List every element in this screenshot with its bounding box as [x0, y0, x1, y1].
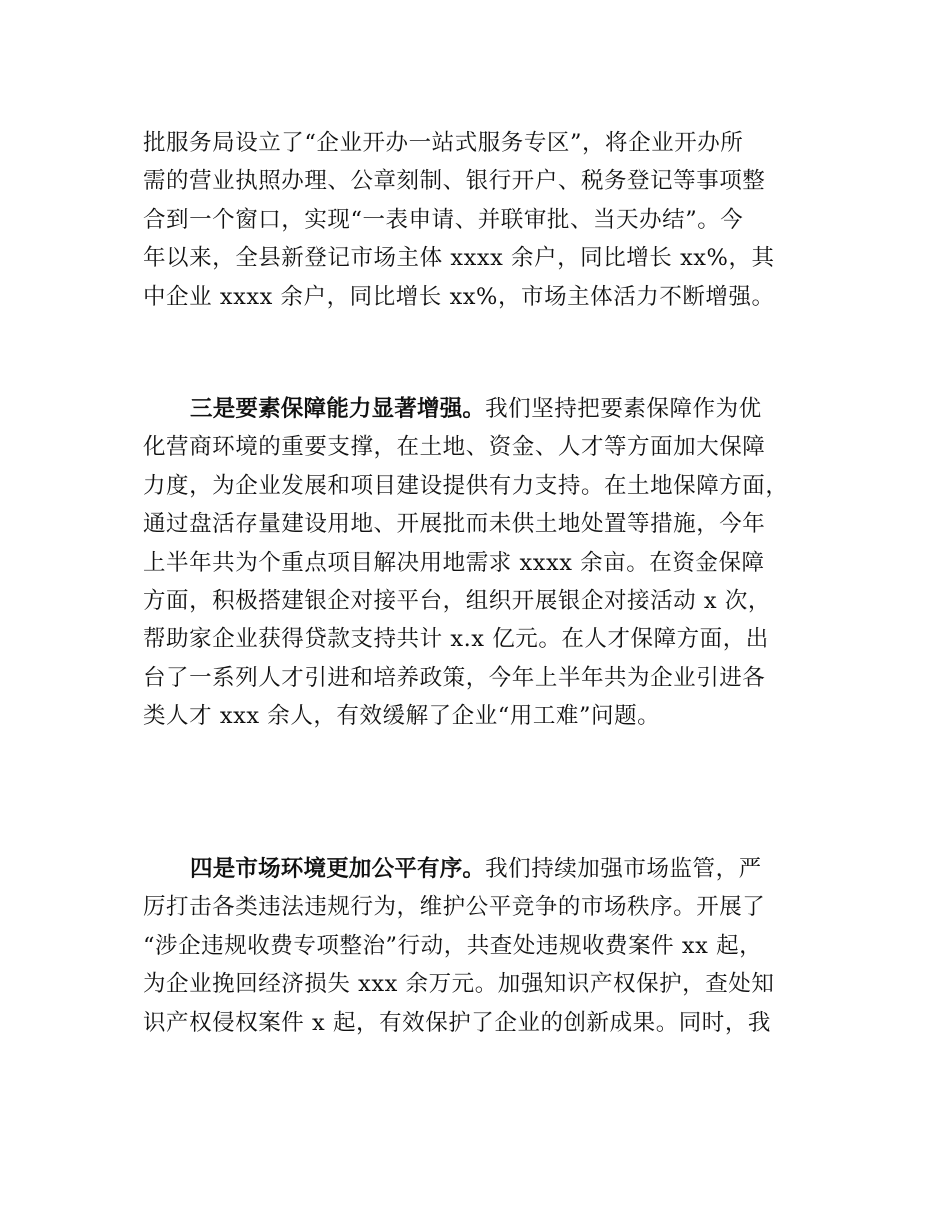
text-line: 年以来，全县新登记市场主体 xxxx 余户，同比增长 xx%，其: [143, 245, 775, 272]
paragraph-market-environment: [143, 850, 823, 1042]
text-line: 中企业 xxxx 余户，同比增长 xx%，市场主体活力不断增强。: [143, 283, 775, 310]
paragraph-business-registration: [143, 124, 823, 316]
paragraph-factor-guarantee: [143, 390, 823, 736]
text-line: 方面，积极搭建银企对接平台，组织开展银企对接活动 x 次，: [143, 587, 771, 614]
text-line: 合到一个窗口，实现“一表申请、并联审批、当天办结”。今: [143, 206, 744, 233]
text-line: 帮助家企业获得贷款支持共计 x.x 亿元。在人才保障方面，出: [143, 626, 769, 653]
text-line: 厉打击各类违法违规行为，维护公平竞争的市场秩序。开展了: [143, 894, 766, 921]
text-line: 批服务局设立了“企业开办一站式服务专区”，将企业开办所: [143, 130, 744, 156]
text-line: “涉企违规收费专项整治”行动，共查处违规收费案件 xx 起，: [143, 932, 763, 959]
text-run: 我们坚持把要素保障作为优: [485, 396, 762, 422]
section-heading: 四是市场环境更加公平有序。: [190, 856, 486, 882]
text-line: 识产权侵权案件 x 起，有效保护了企业的创新成果。同时，我: [143, 1009, 771, 1036]
text-line: 通过盘活存量建设用地、开展批而未供土地处置等措施，今年: [143, 511, 766, 538]
text-line: 类人才 xxx 余人，有效缓解了企业“用工难”问题。: [143, 703, 661, 730]
text-line: 为企业挽回经济损失 xxx 余万元。加强知识产权保护，查处知: [143, 971, 775, 998]
text-line: 力度，为企业发展和项目建设提供有力支持。在土地保障方面，: [143, 472, 789, 499]
section-heading: 三是要素保障能力显著增强。: [190, 396, 486, 422]
first-line: [143, 390, 823, 428]
text-line: 化营商环境的重要支撑，在土地、资金、人才等方面加大保障: [143, 434, 766, 461]
text-run: 我们持续加强市场监管，严: [485, 856, 762, 882]
text-line: 台了一系列人才引进和培养政策，今年上半年共为企业引进各: [143, 664, 766, 691]
text-line: 上半年共为个重点项目解决用地需求 xxxx 余亩。在资金保障: [143, 549, 765, 576]
first-line: [143, 850, 823, 888]
text-line: 需的营业执照办理、公章刻制、银行开户、税务登记等事项整: [143, 168, 766, 195]
